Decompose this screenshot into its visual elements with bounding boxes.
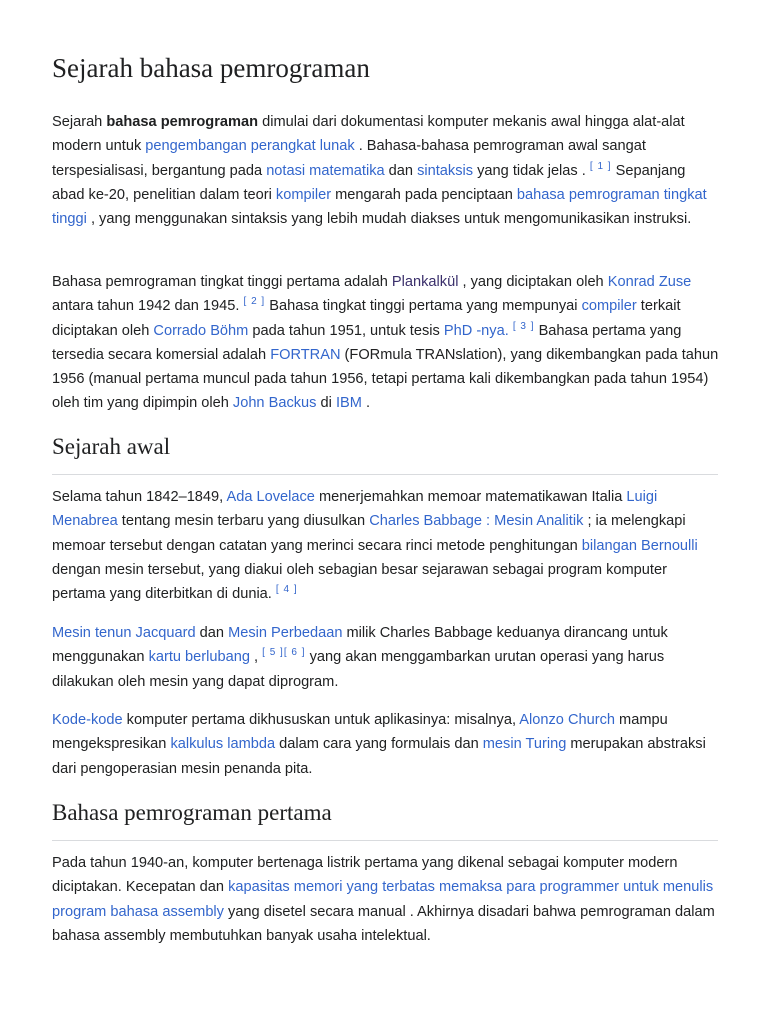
- text: antara tahun 1942 dan 1945.: [52, 298, 244, 315]
- intro-paragraph-2: [52, 270, 720, 416]
- text: terkait diciptakan oleh: [52, 298, 681, 339]
- section1-paragraph-1: [52, 485, 720, 606]
- link-fortran[interactable]: FORTRAN: [270, 346, 341, 363]
- text: komputer pertama dikhususkan untuk aplikasinya: misalnya,: [122, 712, 520, 728]
- link-alonzo-church[interactable]: Alonzo Church: [519, 712, 615, 728]
- link-kartu-berlubang[interactable]: kartu berlubang: [148, 649, 250, 666]
- text: Bahasa pemrograman tingkat tinggi pertama adalah: [52, 274, 392, 290]
- link-mesin-perbedaan[interactable]: Mesin Perbedaan: [228, 625, 343, 641]
- section1-paragraph-2: [52, 621, 720, 694]
- link-mesin-analitik[interactable]: Charles Babbage : Mesin Analitik: [369, 513, 584, 530]
- reference-5[interactable]: [ 5 ]: [262, 647, 284, 659]
- text: yang disetel secara manual . Akhirnya disadari bahwa pemrograman dalam bahasa assembly membutuhkan banyak usaha intelektual.: [52, 903, 715, 944]
- text: milik Charles Babbage keduanya dirancang untuk menggunakan: [52, 625, 668, 666]
- text: di: [316, 395, 336, 412]
- link-mesin-tenun-jacquard[interactable]: Mesin tenun Jacquard: [52, 625, 196, 641]
- text: yang tidak jelas .: [473, 162, 590, 179]
- link-kalkulus-lambda[interactable]: kalkulus lambda: [170, 736, 276, 753]
- link-phd[interactable]: PhD -nya.: [443, 322, 509, 339]
- intro-paragraph-1: [52, 110, 720, 231]
- reference-6[interactable]: [ 6 ]: [283, 647, 306, 659]
- text: dalam cara yang formulais dan: [275, 736, 483, 753]
- text: mengarah pada penciptaan: [331, 186, 517, 203]
- page-title: Sejarah bahasa pemrograman: [52, 53, 370, 83]
- section1-paragraph-3: [52, 708, 720, 781]
- text: Sejarah: [52, 114, 107, 130]
- link-bahasa-assembly[interactable]: kapasitas memori yang terbatas memaksa para programmer untuk menulis program bahasa assembly: [52, 879, 714, 920]
- text: dimulai dari dokumentasi komputer mekanis awal hingga alat-alat modern untuk: [52, 114, 685, 155]
- link-pengembangan-perangkat-lunak[interactable]: pengembangan perangkat lunak: [145, 138, 355, 155]
- text: (FORmula TRANslation), yang dikembangkan pada tahun 1956 (manual pertama muncul pada tahun 1956, tetapi pertama kali dikembangkan pada tahun 1954) oleh tim yang dipimpin oleh: [52, 346, 719, 412]
- link-plankalkul[interactable]: Plankalkül: [391, 274, 459, 290]
- link-bilangan-bernoulli[interactable]: bilangan Bernoulli: [581, 537, 698, 554]
- text: dengan mesin tersebut, yang diakui oleh sebagian besar sejarawan sebagai program komputer pertama yang diterbitkan di dunia.: [52, 561, 667, 603]
- section-divider: [52, 474, 718, 475]
- text: pada tahun 1951, untuk tesis: [248, 322, 444, 339]
- link-notasi-matematika[interactable]: notasi matematika: [266, 162, 385, 179]
- text: Sepanjang abad ke-20, penelitian dalam teori: [52, 162, 686, 203]
- section-heading-bahasa-pemrograman-pertama: Bahasa pemrograman pertama: [52, 800, 332, 825]
- text: . Bahasa-bahasa pemrograman awal sangat terspesialisasi, bergantung pada: [52, 138, 646, 179]
- link-john-backus[interactable]: John Backus: [232, 395, 317, 412]
- text: , yang diciptakan oleh: [458, 274, 608, 290]
- text: mampu mengekspresikan: [52, 712, 668, 753]
- section-divider: [52, 840, 718, 841]
- link-sintaksis[interactable]: sintaksis: [417, 162, 474, 179]
- text: ; ia melengkapi memoar tersebut dengan catatan yang merinci secara rinci metode penghitungan: [52, 513, 686, 554]
- text: ,: [249, 649, 263, 666]
- text: tentang mesin terbaru yang diusulkan: [117, 513, 370, 530]
- text: Bahasa tingkat tinggi pertama yang mempunyai: [265, 298, 582, 315]
- link-kode-kode[interactable]: Kode-kode: [52, 712, 123, 728]
- text: , yang menggunakan sintaksis yang lebih mudah diakses untuk mengomunikasikan instruksi.: [86, 211, 692, 228]
- section2-paragraph-1: [52, 851, 720, 948]
- link-ada-lovelace[interactable]: Ada Lovelace: [226, 489, 315, 505]
- reference-1[interactable]: [ 1 ]: [589, 160, 612, 172]
- link-ibm[interactable]: IBM: [335, 395, 362, 412]
- reference-4[interactable]: [ 4 ]: [275, 584, 298, 596]
- section-heading-sejarah-awal: Sejarah awal: [52, 434, 171, 459]
- text: merupakan abstraksi dari pengoperasian mesin penanda pita.: [52, 736, 706, 777]
- text: dan: [384, 162, 418, 179]
- text: Selama tahun 1842–1849,: [52, 489, 227, 505]
- text: yang akan menggambarkan urutan operasi yang harus dilakukan oleh mesin yang dapat diprogram.: [52, 649, 665, 690]
- text: Bahasa pertama yang tersedia secara komersial adalah: [52, 322, 682, 363]
- text: dan: [195, 625, 229, 641]
- text: menerjemahkan memoar matematikawan Italia: [314, 489, 627, 505]
- link-corrado-bohm[interactable]: Corrado Böhm: [153, 322, 249, 339]
- link-luigi-menabrea[interactable]: Luigi Menabrea: [52, 489, 658, 530]
- text: .: [361, 395, 370, 412]
- reference-3[interactable]: [ 3 ]: [512, 320, 535, 332]
- link-mesin-turing[interactable]: mesin Turing: [482, 736, 567, 753]
- link-compiler[interactable]: compiler: [581, 298, 637, 315]
- bold-term: bahasa pemrograman: [106, 114, 259, 130]
- link-kompiler[interactable]: kompiler: [275, 186, 332, 203]
- link-bahasa-pemrograman-tingkat-tinggi[interactable]: bahasa pemrograman tingkat tinggi: [52, 186, 707, 228]
- text: Pada tahun 1940-an, komputer bertenaga listrik pertama yang dikenal sebagai komputer modern diciptakan. Kecepatan dan: [52, 855, 678, 896]
- link-konrad-zuse[interactable]: Konrad Zuse: [607, 274, 692, 290]
- reference-2[interactable]: [ 2 ]: [243, 296, 266, 308]
